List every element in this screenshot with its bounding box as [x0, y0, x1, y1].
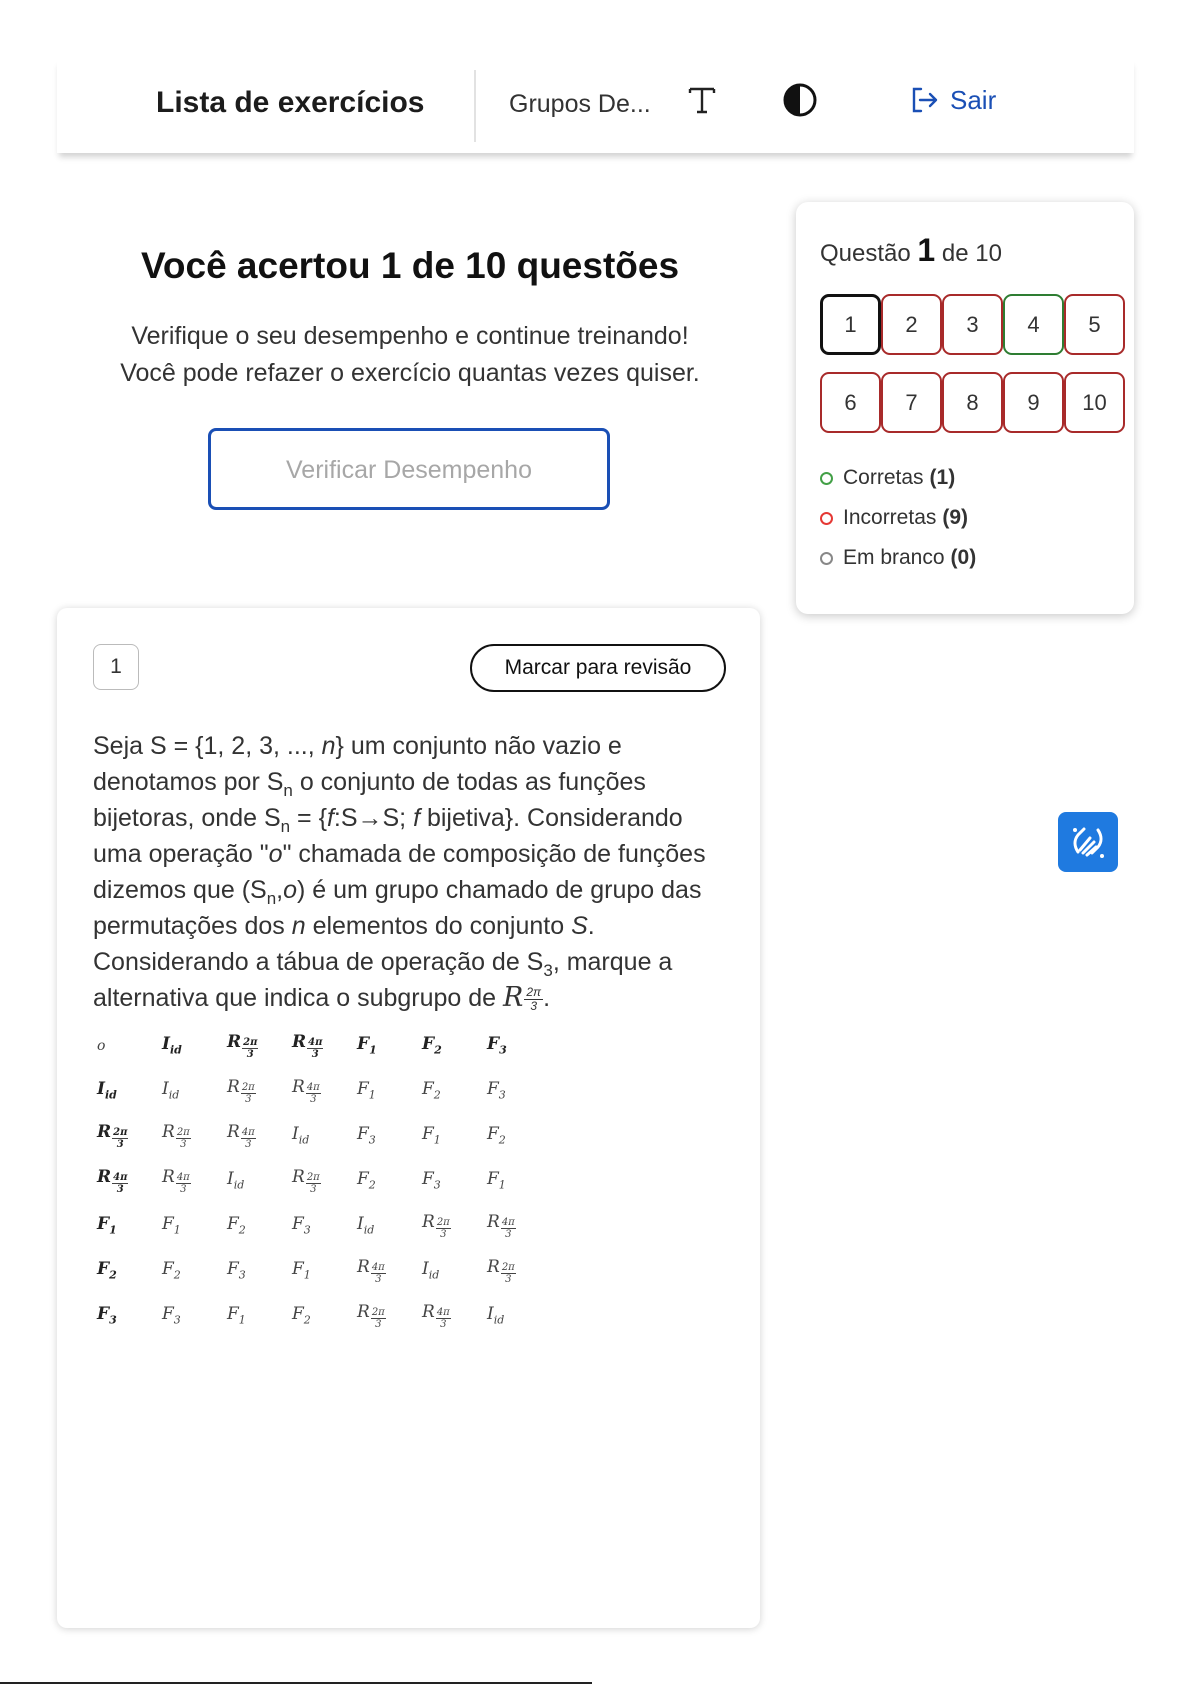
verify-performance-button[interactable]: Verificar Desempenho [208, 428, 610, 510]
score-title: Você acertou 1 de 10 questões [140, 245, 680, 286]
table-row [93, 1068, 548, 1113]
question-text: = { [290, 804, 327, 832]
table-cell: $I_{id}$ [487, 1304, 505, 1327]
table-cell: $F_1$ [227, 1304, 246, 1327]
table-header-cell: $I_{id}$ [162, 1034, 182, 1057]
table-cell: $I_{id}$ [227, 1169, 245, 1192]
question-nav-button-9[interactable]: 9 [1003, 372, 1064, 433]
legend-count: (0) [950, 546, 977, 569]
table-row-header: $F_1$ [97, 1214, 117, 1237]
mark-for-review-button[interactable]: Marcar para revisão [470, 644, 726, 692]
question-counter-label: Questão [820, 240, 911, 267]
table-cell: $I_{id}$ [162, 1079, 180, 1102]
table-cell: $I_{id}$ [422, 1259, 440, 1282]
table-cell: R $\frac{2\pi}{3}$ [487, 1256, 515, 1285]
legend-label: Incorretas [843, 506, 937, 529]
table-header-cell: $F_3$ [487, 1034, 507, 1057]
question-text: } um conjunto não vazio e denotamos por S [93, 732, 622, 796]
question-number-badge: 1 [93, 644, 139, 690]
score-subtitle-line2: Você pode refazer o exercício quantas vezes quiser. [120, 359, 700, 387]
table-header-cell: $F_1$ [357, 1034, 377, 1057]
table-cell: R $\frac{2\pi}{3}$ [422, 1211, 450, 1240]
legend-label: Em branco [843, 546, 945, 569]
table-cell: $F_3$ [227, 1259, 246, 1282]
sign-language-icon [1058, 812, 1118, 872]
question-counter-total: de 10 [941, 240, 1002, 267]
accessibility-button[interactable] [1058, 812, 1118, 872]
table-row-header: $F_2$ [97, 1259, 117, 1282]
table-row-header: R $\frac{2\pi}{3}$ [97, 1121, 128, 1150]
table-cell: $F_3$ [162, 1304, 181, 1327]
operation-table [93, 1023, 548, 1338]
question-nav-button-6[interactable]: 6 [820, 372, 881, 433]
table-header-cell: $F_2$ [422, 1034, 442, 1057]
table-cell: $F_3$ [292, 1214, 311, 1237]
math-symbol: R [503, 982, 524, 1013]
question-counter [820, 232, 1002, 269]
fraction-denominator: 3 [530, 998, 538, 1013]
question-text: o [268, 840, 283, 868]
question-nav-button-10[interactable]: 10 [1064, 372, 1125, 433]
question-text: elementos do conjunto [305, 912, 572, 940]
question-text: o conjunto de todas as funções bijetoras, onde S [93, 768, 646, 832]
question-nav-button-1[interactable]: 1 [820, 294, 881, 355]
status-dot-icon [820, 472, 833, 485]
question-text: n [283, 781, 293, 800]
legend-blank [820, 538, 976, 578]
question-text: :S→S; [333, 804, 414, 832]
course-name[interactable]: Grupos De... [509, 90, 651, 118]
question-nav-button-7[interactable]: 7 [881, 372, 942, 433]
question-text: o [283, 876, 298, 904]
header-divider [474, 70, 476, 142]
table-cell: $F_1$ [487, 1169, 506, 1192]
table-cell: $F_1$ [292, 1259, 311, 1282]
table-cell: R $\frac{2\pi}{3}$ [357, 1301, 385, 1330]
table-row-header: $I_{id}$ [97, 1079, 117, 1102]
table-cell: R $\frac{4\pi}{3}$ [357, 1256, 385, 1285]
status-dot-icon [820, 512, 833, 525]
table-cell: $F_2$ [357, 1169, 376, 1192]
score-subtitle [60, 318, 760, 392]
question-text: , marque a alternativa que indica o subgrupo de [93, 948, 673, 1012]
table-cell: R $\frac{2\pi}{3}$ [162, 1121, 190, 1150]
question-nav-button-5[interactable]: 5 [1064, 294, 1125, 355]
bottom-divider [0, 1682, 592, 1684]
question-text: f [413, 804, 421, 832]
status-dot-icon [820, 552, 833, 565]
table-operator: o [97, 1037, 106, 1054]
question-grid [820, 294, 1125, 433]
legend-correct [820, 458, 976, 498]
question-nav-button-2[interactable]: 2 [881, 294, 942, 355]
question-nav-button-8[interactable]: 8 [942, 372, 1003, 433]
table-cell: $F_3$ [357, 1124, 376, 1147]
math-fraction [524, 986, 543, 1013]
table-row [93, 1293, 548, 1338]
table-cell: R $\frac{4\pi}{3}$ [227, 1121, 255, 1150]
question-statement [93, 728, 733, 1016]
question-text: n [291, 912, 306, 940]
status-legend [820, 458, 976, 578]
logout-label: Sair [950, 84, 997, 115]
app-title: Lista de exercícios [156, 86, 425, 119]
question-text: " chamada de composição de funções dizemos que (S [93, 840, 706, 904]
top-header [57, 58, 1134, 153]
question-nav-button-4[interactable]: 4 [1003, 294, 1064, 355]
table-cell: $F_1$ [162, 1214, 181, 1237]
table-cell: R $\frac{4\pi}{3}$ [162, 1166, 190, 1195]
question-counter-current: 1 [917, 232, 936, 268]
question-text: n [321, 732, 336, 760]
table-cell: $F_2$ [487, 1124, 506, 1147]
legend-incorrect [820, 498, 976, 538]
table-cell: $F_2$ [227, 1214, 246, 1237]
contrast-icon[interactable] [782, 82, 818, 118]
question-text: n [280, 817, 291, 836]
question-card [57, 608, 760, 1628]
table-cell: $I_{id}$ [357, 1214, 375, 1237]
table-row [93, 1248, 548, 1293]
table-cell: R $\frac{4\pi}{3}$ [292, 1076, 320, 1105]
score-subtitle-line1: Verifique o seu desempenho e continue treinando! [131, 322, 689, 350]
table-cell: $F_2$ [292, 1304, 311, 1327]
logout-icon [908, 84, 940, 116]
question-text: f [326, 804, 334, 832]
table-header-cell: R $\frac{2\pi}{3}$ [227, 1031, 258, 1060]
legend-label: Corretas [843, 466, 924, 489]
question-text: 3 [543, 961, 553, 980]
table-header-row [93, 1023, 548, 1068]
table-cell: R $\frac{4\pi}{3}$ [422, 1301, 450, 1330]
table-cell: $F_3$ [487, 1079, 506, 1102]
question-text: bijetiva}. Considerando uma operação " [93, 804, 683, 868]
question-text: Seja S = {1, 2, 3, ..., [93, 732, 322, 760]
question-navigator [796, 202, 1134, 614]
table-row-header: R $\frac{4\pi}{3}$ [97, 1166, 128, 1195]
table-cell: R $\frac{4\pi}{3}$ [487, 1211, 515, 1240]
question-nav-button-3[interactable]: 3 [942, 294, 1003, 355]
question-text: . [543, 984, 551, 1012]
table-row-header: $F_3$ [97, 1304, 117, 1327]
question-text: ) é um grupo chamado de grupo das permutações dos [93, 876, 702, 940]
table-cell: $I_{id}$ [292, 1124, 310, 1147]
table-header-cell: R $\frac{4\pi}{3}$ [292, 1031, 323, 1060]
table-cell: $F_2$ [162, 1259, 181, 1282]
legend-count: (1) [929, 466, 956, 489]
question-text: n [266, 889, 277, 908]
table-row [93, 1113, 548, 1158]
table-row [93, 1203, 548, 1248]
table-cell: $F_1$ [357, 1079, 376, 1102]
legend-count: (9) [942, 506, 969, 529]
table-cell: R $\frac{2\pi}{3}$ [292, 1166, 320, 1195]
table-cell: R $\frac{2\pi}{3}$ [227, 1076, 255, 1105]
question-text: S [571, 912, 588, 940]
question-text: . Considerando a tábua de operação de S [93, 912, 595, 976]
logout-button[interactable] [908, 84, 996, 116]
table-row [93, 1158, 548, 1203]
table-cell: $F_3$ [422, 1169, 441, 1192]
font-size-icon[interactable] [682, 80, 722, 120]
table-cell: $F_2$ [422, 1079, 441, 1102]
fraction-numerator: 2π [526, 984, 542, 999]
question-text: , [276, 876, 284, 904]
table-cell: $F_1$ [422, 1124, 441, 1147]
